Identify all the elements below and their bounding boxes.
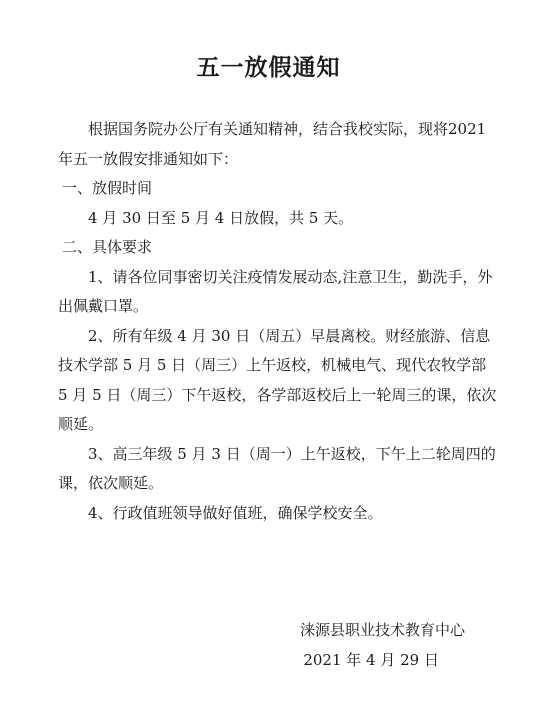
section-heading-vacation-time: 一、放假时间 (62, 179, 153, 197)
document-title: 五一放假通知 (196, 55, 341, 81)
document-body (58, 115, 498, 528)
intro-paragraph: 根据国务院办公厅有关通知精神，结合我校实际，现将2021 年五一放假安排通知如下： (58, 120, 487, 168)
requirement-paragraph-3: 3、高三年级 5 月 3 日（周一）上午返校，下午上二轮周四的课，依次顺延。 (58, 444, 496, 492)
signature-date: 2021 年 4 月 29 日 (303, 651, 439, 669)
section-heading-requirements: 二、具体要求 (62, 238, 153, 256)
requirement-paragraph-2: 2、所有年级 4 月 30 日（周五）早晨离校。财经旅游、信息技术学部 5 月 5 日（周三）上午返校，机械电气、现代农牧学部 5 月 5 日（周三）下午返校，各学部返校后上一轮周三的课，依次顺延。 (58, 326, 497, 433)
vacation-time-paragraph: 4 月 30 日至 5 月 4 日放假，共 5 天。 (88, 208, 354, 227)
signature-organization: 涞源县职业技术教育中心 (299, 621, 465, 639)
requirement-paragraph-1: 1、请各位同事密切关注疫情发展动态,注意卫生，勤洗手，外出佩戴口罩。 (58, 267, 493, 315)
requirement-paragraph-4: 4、行政值班领导做好值班，确保学校安全。 (88, 503, 383, 522)
